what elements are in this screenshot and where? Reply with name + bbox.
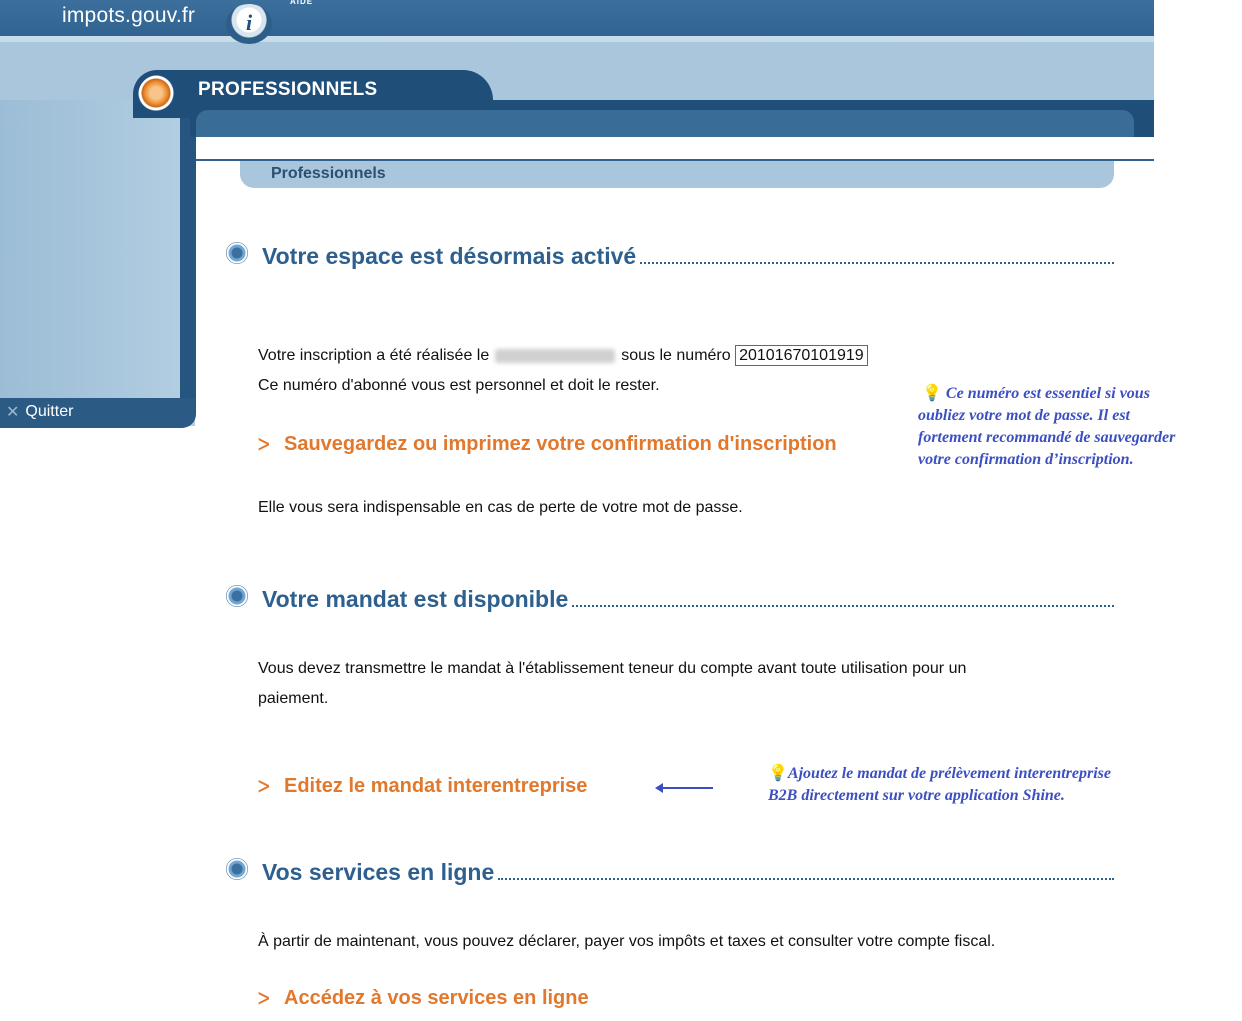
note-line: Ce numéro est essentiel si vous: [945, 385, 1150, 402]
note-line: Ajoutez le mandat de prélèvement interentreprise: [787, 765, 1112, 782]
dotted-leader: [572, 604, 1114, 607]
orb-icon: [138, 75, 178, 115]
registration-text-2: sous le numéro: [621, 347, 731, 364]
note-line: votre confirmation d’inscription.: [918, 451, 1134, 468]
lightbulb-icon: 💡: [768, 765, 788, 782]
registration-line: [258, 341, 868, 371]
note-line: oubliez votre mot de passe. Il est: [918, 407, 1130, 424]
note-line: B2B directement sur votre application Shine.: [768, 787, 1065, 804]
annotation-note-1: [918, 383, 1175, 471]
online-services-link[interactable]: [258, 987, 589, 1010]
mandate-text-line: paiement.: [258, 690, 329, 707]
action-label: Editez le mandat interentreprise: [284, 775, 588, 797]
redacted-date: [495, 349, 615, 363]
header-band-highlight: [0, 36, 1154, 42]
note-line: fortement recommandé de sauvegarder: [918, 429, 1176, 446]
annotation-note-2: [768, 763, 1111, 807]
section-title: Vos services en ligne: [262, 859, 495, 885]
dotted-leader: [640, 261, 1114, 264]
section-tab-title[interactable]: PROFESSIONNELS: [198, 79, 378, 100]
sidebar: [0, 100, 195, 426]
services-text: À partir de maintenant, vous pouvez déclarer, payer vos impôts et taxes et consulter votre compte fiscal.: [258, 933, 996, 950]
nav-gap: [196, 137, 1154, 161]
nav-bar: [196, 110, 1134, 137]
password-loss-text: Elle vous sera indispensable en cas de perte de votre mot de passe.: [258, 499, 743, 516]
site-logo[interactable]: impots.gouv.fr: [62, 4, 196, 27]
arrow-left-icon: [657, 787, 713, 789]
info-icon-letter: i: [245, 10, 253, 35]
globe-icon: [226, 858, 248, 880]
save-confirmation-link[interactable]: [258, 433, 837, 456]
lightbulb-icon: 💡: [922, 385, 942, 402]
globe-icon: [226, 242, 248, 264]
sidebar-border: [180, 100, 196, 428]
section-title: Votre mandat est disponible: [262, 586, 569, 612]
mandate-text-line: Vous devez transmettre le mandat à l'établissement teneur du compte avant toute utilisation pour un: [258, 660, 967, 677]
action-label: Accédez à vos services en ligne: [284, 987, 589, 1009]
registration-text: Votre inscription a été réalisée le: [258, 347, 490, 364]
personal-number-text: Ce numéro d'abonné vous est personnel et doit le rester.: [258, 377, 660, 394]
section-services-heading: [226, 858, 1114, 886]
chevron-right-icon: ᐳ: [258, 778, 270, 796]
info-icon[interactable]: [226, 4, 272, 44]
chevron-right-icon: ᐳ: [258, 436, 270, 454]
chevron-right-icon: ᐳ: [258, 990, 270, 1008]
section-title: Votre espace est désormais activé: [262, 243, 637, 269]
help-label[interactable]: AIDE: [290, 0, 314, 6]
quit-button[interactable]: [6, 402, 73, 422]
quit-label: Quitter: [25, 403, 74, 420]
action-label: Sauvegardez ou imprimez votre confirmation d'inscription: [284, 433, 837, 455]
dotted-leader: [498, 877, 1114, 880]
subscriber-number: 20101670101919: [735, 345, 868, 366]
close-icon: ✕: [6, 404, 20, 421]
section-activation-heading: [226, 242, 1114, 270]
breadcrumb-item[interactable]: Professionnels: [271, 165, 386, 182]
globe-icon: [226, 585, 248, 607]
mandate-text: [258, 654, 966, 714]
section-mandate-heading: [226, 585, 1114, 613]
edit-mandate-link[interactable]: [258, 775, 587, 798]
